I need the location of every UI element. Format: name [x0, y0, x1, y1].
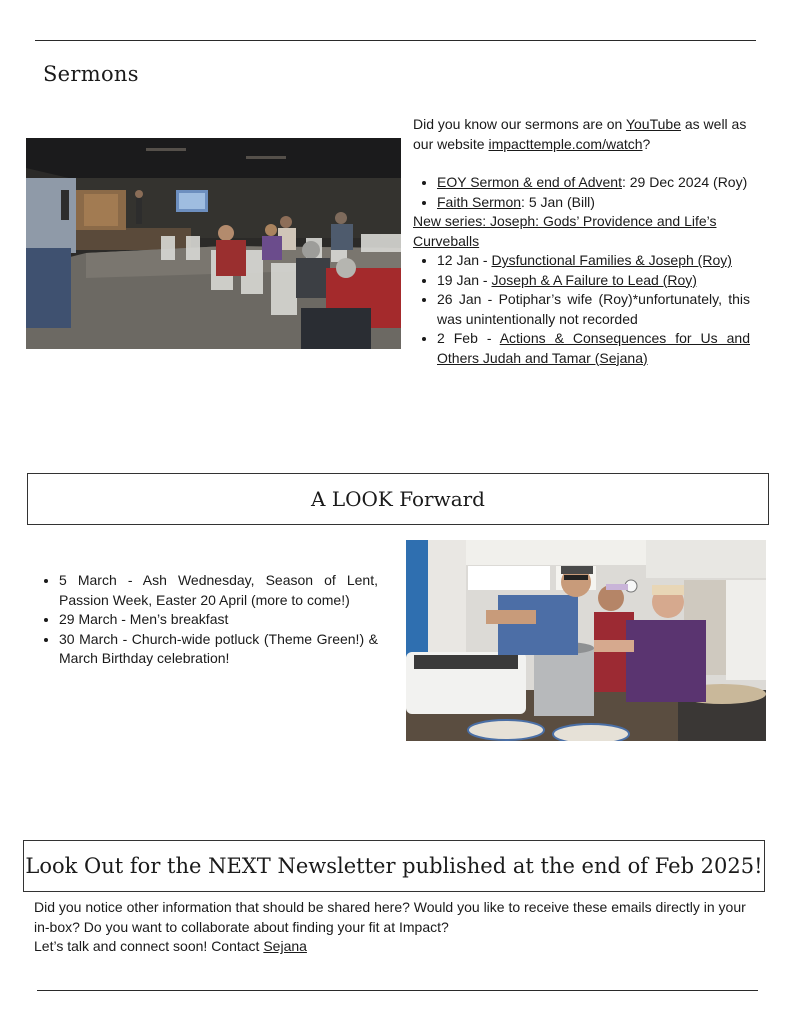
sermon-link[interactable]: Dysfunctional Families & Joseph (Roy)	[491, 252, 732, 268]
sermons-heading: Sermons	[43, 62, 139, 86]
sermon-photo	[26, 138, 401, 349]
newsletter-title: Look Out for the NEXT Newsletter published at the end of Feb 2025!	[25, 854, 763, 878]
sermon-link[interactable]: Joseph & A Failure to Lead (Roy)	[491, 271, 697, 288]
list-item	[437, 251, 750, 271]
sermon-link[interactable]: Actions & Consequences for Us and Others Judah and Tamar (Sejana)	[437, 330, 750, 366]
list-item	[437, 290, 750, 329]
series-list	[413, 251, 750, 368]
list-item: • 30 March - Church-wide potluck (Theme Green!) & March Birthday celebration!	[59, 630, 378, 669]
contact-sejana-link[interactable]: Sejana	[263, 938, 307, 954]
list-item	[437, 271, 750, 291]
look-forward-heading	[27, 473, 769, 525]
intro-text: Did you know our sermons are on	[413, 116, 626, 132]
sermon-note: 26 Jan - Potiphar’s wife (Roy)*unfortunately, this was unintentionally not recorded	[437, 291, 750, 327]
sermon-date: : 5 Jan (Bill)	[521, 193, 595, 210]
sermons-intro	[413, 115, 750, 154]
sermon-date: 12 Jan -	[437, 252, 492, 268]
sermon-date: : 29 Dec 2024 (Roy)	[621, 174, 748, 190]
sermon-link[interactable]: EOY Sermon & end of Advent	[437, 174, 622, 190]
list-item: • 29 March - Men’s breakfast	[59, 610, 378, 630]
list-item	[437, 193, 750, 213]
youtube-link[interactable]: YouTube	[625, 116, 681, 132]
top-divider	[35, 40, 756, 41]
look-forward-title: A LOOK Forward	[311, 487, 485, 511]
sermons-content	[413, 115, 750, 368]
sermon-date: 2 Feb -	[437, 330, 500, 346]
events-list	[40, 571, 378, 669]
list-item	[437, 329, 750, 368]
contact-line	[34, 937, 764, 957]
upcoming-events	[40, 571, 378, 669]
intro-text-suffix: ?	[642, 135, 651, 152]
series-title-link[interactable]: New series: Joseph: Gods’ Providence and Life’s Curveballs	[413, 213, 717, 249]
intro-text-middle: as well as our website	[413, 116, 747, 152]
bottom-divider	[37, 990, 758, 991]
sermon-list	[413, 173, 750, 212]
sermon-date: 19 Jan -	[437, 271, 492, 288]
potluck-photo	[406, 540, 766, 741]
series-title[interactable]	[413, 212, 750, 251]
website-link[interactable]: impacttemple.com/watch	[488, 135, 643, 152]
newsletter-question: Did you notice other information that should be shared here? Would you like to receive these emails directly in your in-box? Do you want to collaborate about finding your fit at Impact?	[34, 899, 746, 935]
sermon-link[interactable]: Faith Sermon	[437, 193, 522, 210]
newsletter-contact	[34, 898, 764, 957]
list-item	[437, 173, 750, 193]
contact-text: Let’s talk and connect soon! Contact	[34, 938, 264, 954]
list-item: • 5 March - Ash Wednesday, Season of Lent, Passion Week, Easter 20 April (more to come!)	[59, 571, 378, 610]
newsletter-heading	[23, 840, 765, 892]
